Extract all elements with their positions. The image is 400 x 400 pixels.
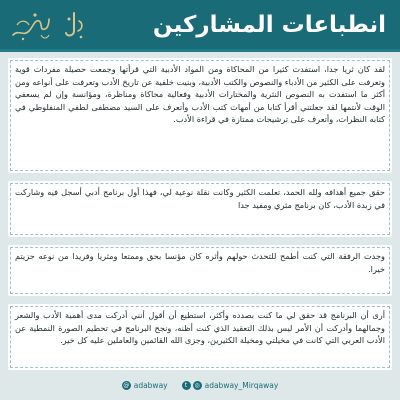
twitter-icon: t <box>182 381 191 390</box>
testimonial-card <box>8 181 392 237</box>
testimonial-card <box>8 304 392 370</box>
testimonial-card <box>8 245 392 296</box>
header-banner <box>0 0 400 52</box>
testimonial-text: لقد كان ثريا جدا، استفدت كثيرا من المحاكاة ومن المواد الأدبية التي قرأتها وجمعت حصيلة مفردات قوية وتعرفت على الكثير من الأدباء والنصوص والكتب الأدبية، وبنيت خلفية عن تاريخ الأدب وتعرفت على أنواعه ومن أكثر ما استفدت به النصوص النثرية والمختارات الأدبية وفعالية محاكاة ومناظرة، ومؤانسة وإن لم يسعفي الوقت لأنتمها لقد جعلتني أقرأ كتابا من أمهات كتب الأدب وأتعرف على السيد مصطفى لطفي المنفلوطي في كتابه النظرات، وأتعرف على ترشيحات ممتازة في قراءة الأدب. <box>15 64 385 125</box>
brand-logo-icon <box>60 6 88 46</box>
social-handle-secondary[interactable] <box>182 381 279 390</box>
logo-group <box>8 6 88 46</box>
page-title: انطباعات المشاركين <box>152 12 386 38</box>
at-icon: @ <box>123 381 130 389</box>
handle-text: adabway_Mirqaway <box>204 380 279 390</box>
social-handle-primary[interactable] <box>122 381 168 390</box>
testimonial-text: وجدت الرفقة التي كنت أطمح للتحدث حولهم وأثره كان مؤنسا بحق وممتعا ومثريا وفريدا من نوعه جزيتم خيرا. <box>15 251 385 275</box>
calligraphy-logo-icon <box>8 6 54 46</box>
social-icons <box>182 381 202 390</box>
footer <box>0 370 400 400</box>
handle-text: adabway <box>133 380 168 390</box>
testimonial-text: حقق جميع أهدافه ولله الحمد، تعلمت الكثير وكانت نقلة نوعية لي، فهذا أول برنامج أدبي أسجل فيه وشاركت في زبدة الأدب، كان برنامج مثري ومفيد جدا <box>15 187 385 210</box>
testimonials-list <box>8 58 392 370</box>
testimonial-card <box>8 58 392 173</box>
instagram-icon: ◎ <box>194 381 200 389</box>
testimonial-text: أرى أن البرنامج قد حقق لي ما كنت بصدده وأكثر، استطيع أن أقول أنني أدركت مدى أهمية الأدب والشعر وجمالهما وأدركت أن الأمر ليس بذلك التعقيد الذي كنت أظنه، ونجح البرنامج في تحطيم الصورة النمطية عن الأدب العربي التي كانت في مخيلتي ومخيلة الكثيرين، وجزى الله القائمين والعاملين عليه كل خير. <box>15 310 385 346</box>
